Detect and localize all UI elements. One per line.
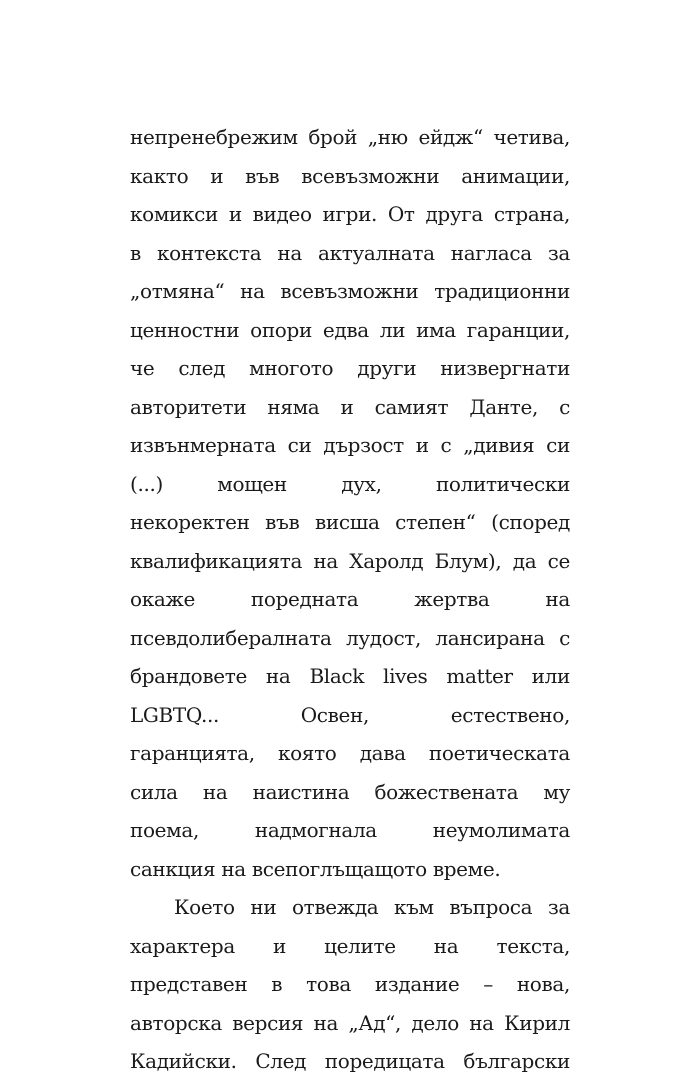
text-line: че след многото други низвергнати — [130, 356, 570, 380]
text-line: ценностни опори едва ли има гаранции, — [130, 317, 570, 342]
text-line: авторитети няма и самият Данте, с — [130, 394, 570, 419]
paragraph-first-line: Което ни отвежда към въпроса за — [174, 895, 570, 919]
text-line: сила на наистина божествената му — [130, 779, 570, 804]
text-line: квалификацията на Харолд Блум), да се — [130, 548, 570, 573]
text-line: характера и целите на текста, — [130, 933, 570, 958]
text-line: „отмяна“ на всевъзможни традиционни — [130, 279, 570, 303]
text-line: санкция на всепоглъщащото време. — [130, 856, 501, 881]
text-line: Кадийски. След поредицата български — [130, 1049, 570, 1073]
text-line: брандовете на Black lives matter или — [130, 664, 570, 688]
text-line: в контекста на актуалната нагласа за — [130, 240, 570, 265]
text-line: комикси и видео игри. От друга страна, — [130, 202, 570, 226]
text-line: гаранцията, която дава поетическата — [130, 741, 570, 765]
text-line: както и във всевъзможни анимации, — [130, 163, 570, 188]
text-line: извънмерната си дързост и с „дивия си — [130, 433, 570, 457]
text-line: непренебрежим брой „ню ейдж“ четива, — [130, 125, 570, 149]
text-line: авторска версия на „Ад“, дело на Кирил — [130, 1010, 570, 1035]
text-line: псевдолибералната лудост, лансирана с — [130, 625, 570, 650]
text-line: окаже поредната жертва на — [130, 587, 570, 611]
text-line: LGBTQ... Освен, естествено, — [130, 702, 570, 727]
text-page — [130, 118, 570, 1081]
text-line: поема, надмогнала неумолимата — [130, 818, 570, 842]
text-line: представен в това издание – нова, — [130, 972, 570, 996]
text-line: некоректен във висша степен“ (според — [130, 510, 570, 534]
text-line: (...) мощен дух, политически — [130, 471, 570, 496]
